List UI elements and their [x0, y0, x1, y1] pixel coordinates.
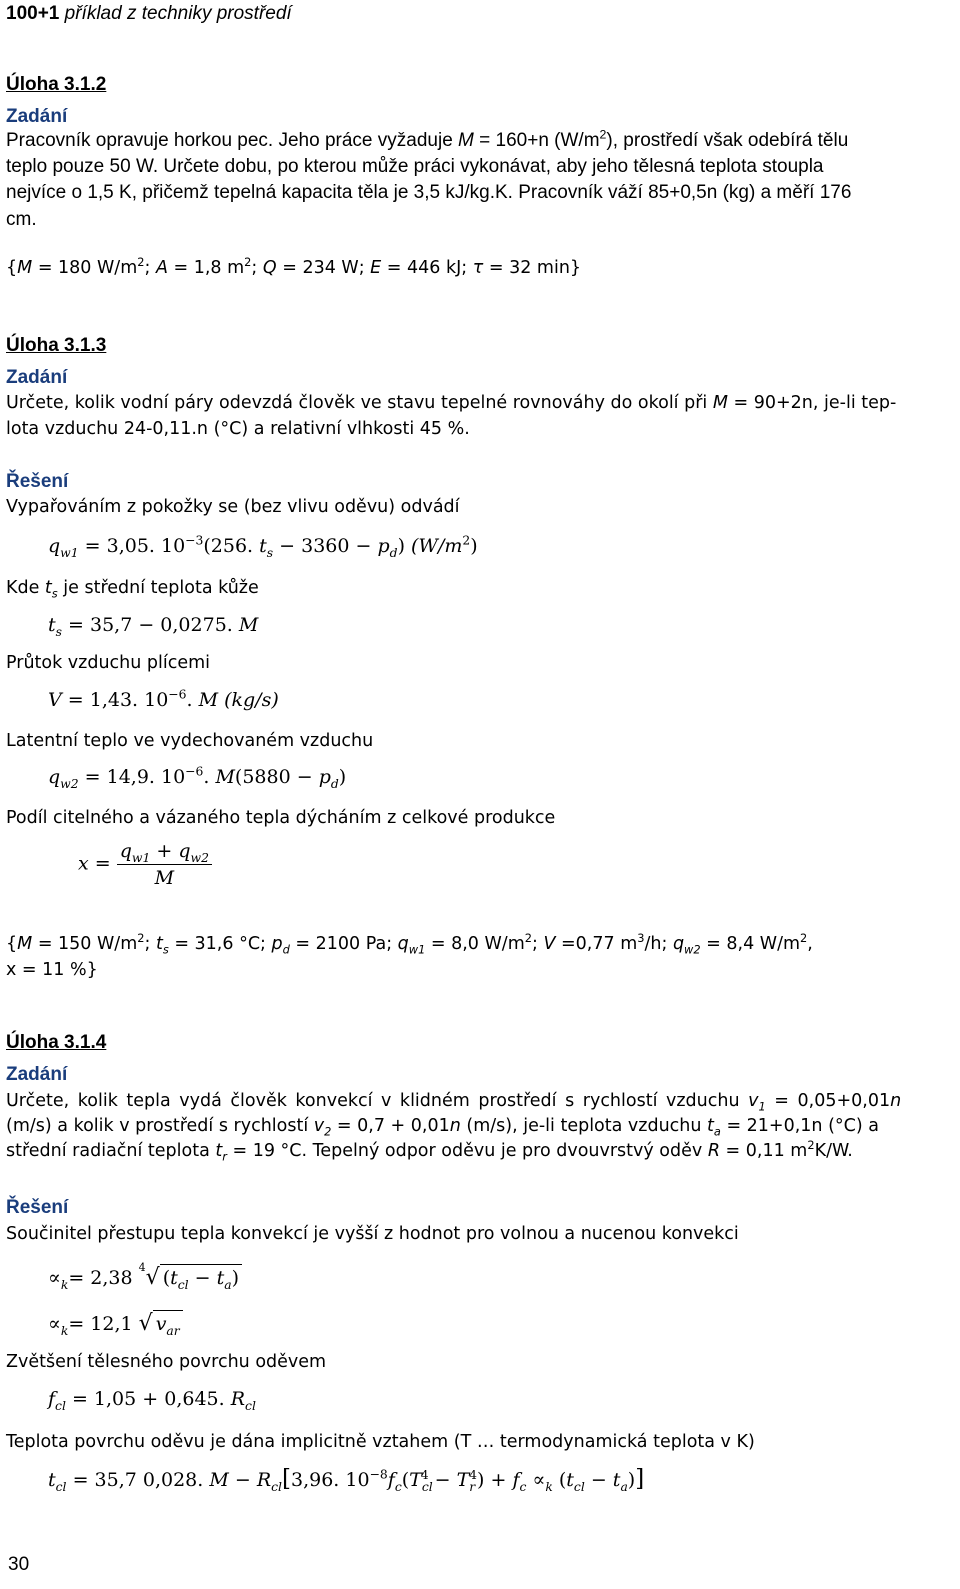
task-313-zadani-label: Zadání — [6, 367, 68, 388]
task-314-text-1: Součinitel přestupu tepla konvekcí je vyšší z hodnot pro volnou a nucenou konvekci — [6, 1224, 739, 1244]
task-313-reseni-label: Řešení — [6, 471, 69, 492]
fraction-x: $\frac{q_{w1} + q_{w2}}{M}$ — [117, 840, 212, 889]
equation-x: x = $\frac{q_{w1} + q_{w2}}{M}$ — [78, 840, 212, 889]
task-312-result: {M = 180 $W/m^2$; A = 1,8 $m^2$; Q = 234 W; E = 446 kJ; τ = 32 min} — [6, 255, 582, 278]
task-314-reseni-label: Řešení — [6, 1197, 69, 1218]
task-313-text-3: Průtok vzduchu plícemi — [6, 653, 211, 673]
task-312-heading: Úloha 3.1.2 — [6, 74, 107, 95]
task-312-line-1: Pracovník opravuje horkou pec. Jeho práce vyžaduje M = 160+n $(W/m^2)$, prostředí však odebírá tělu — [6, 127, 849, 151]
header-prefix: 100+1 — [6, 3, 60, 24]
task-313-result-2: x = 11 %} — [6, 960, 98, 980]
header-title: příklad z techniky prostředí — [64, 3, 292, 24]
task-314-zadani-label: Zadání — [6, 1064, 68, 1085]
task-313-line-2: lota vzduchu 24-0,11.n (°C) a relativní vlhkosti 45 %. — [6, 419, 470, 439]
equation-v: V = 1,43. $10^{-6}$. M (kg/s) — [48, 687, 279, 711]
equation-tcl: $t_{cl} = 35,7$ 0,028. $M - R_{cl}[3,96$. $10^{-8}f_c(T_{cl}^4 - T_r^4) + f_c \propto_k$ $(t_{cl} - t_a)$] — [48, 1466, 645, 1494]
equation-alpha-free: $\propto_k= 2,38$ $^4$√ $(t_{cl} - t_a)$ — [48, 1264, 242, 1290]
equation-ts: $t_s = 35,7 - 0,0275$. M — [48, 614, 259, 639]
task-314-heading: Úloha 3.1.4 — [6, 1032, 107, 1053]
equation-qw1: $q_{w1} = 3,05$. $10^{-3}(256$. $t_s - 3360 - p_d$) $(W/m^2)$ — [48, 533, 478, 560]
task-313-text-1: Vypařováním z pokožky se (bez vlivu oděvu) odvádí — [6, 497, 460, 517]
page-header — [6, 2, 292, 26]
task-313-text-2: Kde $t_s$ je střední teplota kůže — [6, 578, 259, 601]
equation-qw2: $q_{w2} = 14,9$. $10^{-6}$. $M(5880 - p_d)$ — [48, 764, 347, 791]
root-2: √ $v_{ar}$ — [139, 1310, 183, 1336]
task-314-line-2: (m/s) a kolik v prostředí s rychlostí $v_2 = 0,7 + 0,01n$ (m/s), je-li teplota vzduchu $t_a = 21+0,1n$ (°C) a — [6, 1116, 879, 1139]
task-314-text-3: Teplota povrchu oděvu je dána implicitně vztahem (T … termodynamická teplota v K) — [6, 1432, 755, 1452]
task-313-heading: Úloha 3.1.3 — [6, 335, 107, 356]
task-314-line-1: Určete, kolik tepla vydá člověk konvekcí v klidném prostředí s rychlostí vzduchu $v_1 = 0,05+0,01n$ — [6, 1091, 902, 1114]
task-314-line-3: střední radiační teplota $t_r = 19$ °C. Tepelný odpor oděvu je pro dvouvrstvý oděv R = 0,11 $m^2K/W$. — [6, 1138, 853, 1164]
task-313-text-4: Latentní teplo ve vydechovaném vzduchu — [6, 731, 374, 751]
task-312-line-3: nejvíce o 1,5 K, přičemž tepelná kapacita těla je 3,5 kJ/kg.K. Pracovník váží 85+0,5n (kg) a měří 176 — [6, 182, 852, 203]
page-number: 30 — [8, 1554, 30, 1575]
task-313-result-1: {M = 150 $W/m^2$; $t_s = 31,6$ °C; $p_d = 2100$ Pa; $q_{w1} = 8,0$ $W/m^2$; V =0,77 $m^3/h$; $q_{w2} = 8,4$ $W/m^2$, — [6, 931, 813, 957]
task-313-line-1: Určete, kolik vodní páry odevzdá člověk ve stavu tepelné rovnováhy do okolí při M = 90+2n, je-li tep- — [6, 393, 897, 413]
root-4: $^4$√ $(t_{cl} - t_a)$ — [139, 1264, 242, 1290]
task-312-line-4: cm. — [6, 209, 37, 230]
task-312-line-2: teplo pouze 50 W. Určete dobu, po kterou může práci vykonávat, aby jeho tělesná teplota stoupla — [6, 156, 824, 177]
task-312-zadani-label: Zadání — [6, 106, 68, 127]
task-314-text-2: Zvětšení tělesného povrchu oděvem — [6, 1352, 327, 1372]
equation-fcl: $f_{cl} = 1,05 + 0,645$. $R_{cl}$ — [48, 1388, 256, 1413]
task-313-text-5: Podíl citelného a vázaného tepla dýcháním z celkové produkce — [6, 808, 556, 828]
equation-alpha-forced: $\propto_k= 12,1$ √ $v_{ar}$ — [48, 1310, 183, 1336]
